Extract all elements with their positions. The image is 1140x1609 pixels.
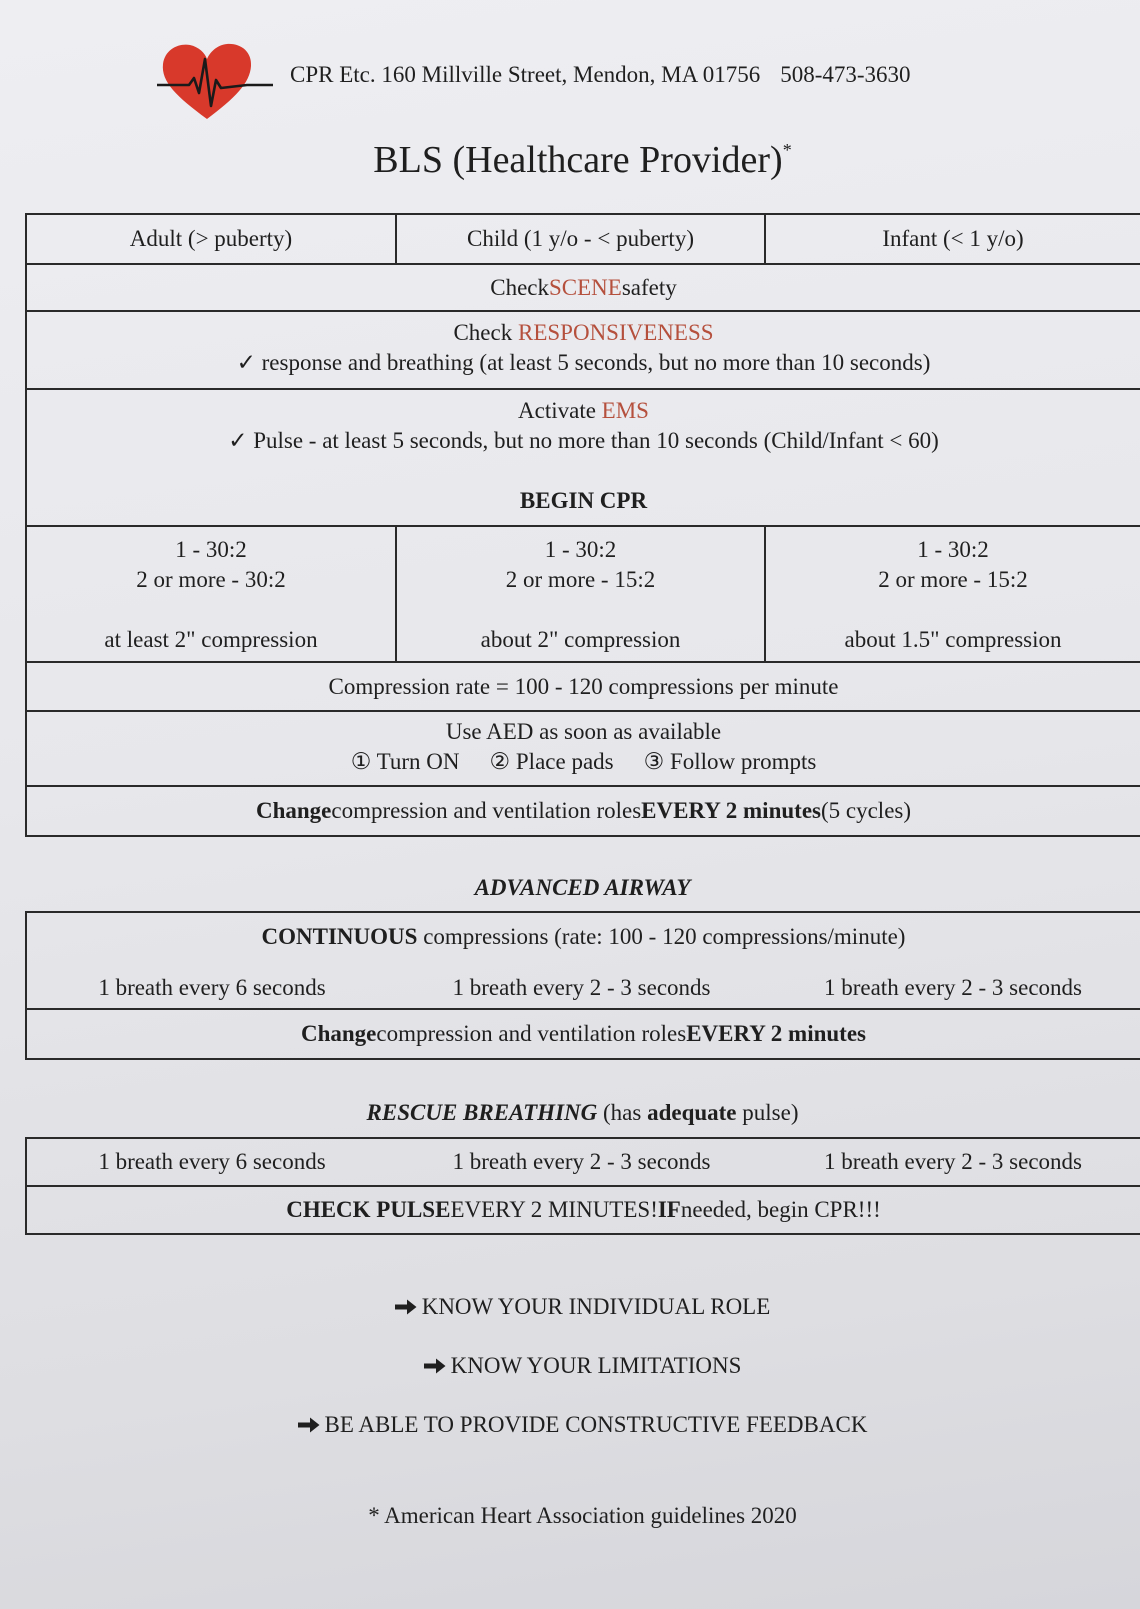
- rescue-breaths-row: [27, 1139, 1140, 1185]
- responsiveness-pre: Check: [453, 320, 518, 345]
- reminder-item: [25, 1410, 1140, 1440]
- footnote: * American Heart Association guidelines 2020: [368, 1503, 797, 1528]
- ratio-multiple-rescuers: 2 or more - 30:2: [136, 567, 286, 592]
- column-header-adult: Adult (> puberty): [27, 215, 397, 263]
- roles-bold-1: Change: [300, 1021, 377, 1046]
- compression-depth: about 2" compression: [480, 627, 681, 652]
- breath-rate-infant: 1 breath every 2 - 3 seconds: [823, 975, 1083, 1000]
- aed-row: [27, 710, 1140, 785]
- reminders-list: [25, 1292, 1140, 1469]
- ratio-cell-infant: [766, 527, 1140, 661]
- reminder-item: [25, 1351, 1140, 1381]
- aed-steps: [27, 747, 1140, 777]
- breath-rate-infant: 1 breath every 2 - 3 seconds: [823, 1149, 1083, 1174]
- roles-bold-2: EVERY 2 minutes: [641, 798, 821, 823]
- compression-rate-row: Compression rate = 100 - 120 compressions per minute: [27, 661, 1140, 710]
- header-contact: [290, 60, 911, 90]
- responsiveness-title: [27, 318, 1140, 348]
- breath-rate-adult: 1 breath every 6 seconds: [98, 975, 326, 1000]
- ratio-cell-child: [397, 527, 766, 661]
- responsiveness-row: [27, 310, 1140, 388]
- column-header-child: Child (1 y/o - < puberty): [397, 215, 766, 263]
- scene-keyword: SCENE: [549, 274, 622, 300]
- roles-text-1: compression and ventilation roles: [331, 798, 642, 823]
- aed-step-3: ③ Follow prompts: [643, 749, 817, 774]
- arrow-right-icon: [424, 1358, 446, 1374]
- rescue-breathing-title: RESCUE BREATHING: [366, 1100, 598, 1125]
- roles-text-2: (5 cycles): [820, 798, 912, 823]
- check-text-2: needed, begin CPR!!!: [680, 1197, 881, 1222]
- rescue-heading-text-1: (has: [597, 1100, 648, 1125]
- change-roles-row: [27, 785, 1140, 835]
- aed-title: Use AED as soon as available: [445, 719, 722, 744]
- breath-rate-adult: 1 breath every 6 seconds: [98, 1149, 326, 1174]
- rescue-heading-bold: adequate: [647, 1100, 737, 1125]
- ratio-multiple-rescuers: 2 or more - 15:2: [878, 567, 1028, 592]
- reminder-text: KNOW YOUR LIMITATIONS: [450, 1353, 742, 1378]
- ratio-single-rescuer: 1 - 30:2: [175, 537, 247, 562]
- continuous-compressions-text: [27, 922, 1140, 952]
- bls-table: [25, 213, 1140, 837]
- heart-ekg-icon: [155, 40, 275, 125]
- roles-bold-2: EVERY 2 minutes: [686, 1021, 866, 1046]
- rescue-heading-text-2: pulse): [736, 1100, 799, 1125]
- header-phone: 508-473-3630: [780, 62, 911, 87]
- ems-title: [27, 396, 1140, 426]
- continuous-text: compressions (rate: 100 - 120 compressions/minute): [417, 924, 906, 949]
- roles-text-1: compression and ventilation roles: [376, 1021, 687, 1046]
- title-footnote-mark: *: [782, 140, 792, 160]
- ems-keyword: EMS: [601, 398, 649, 423]
- pulse-check-detail: ✓ Pulse - at least 5 seconds, but no more than 10 seconds (Child/Infant < 60): [228, 428, 939, 453]
- breath-rate-child: 1 breath every 2 - 3 seconds: [452, 975, 711, 1000]
- responsiveness-keyword: RESPONSIVENESS: [517, 320, 714, 345]
- arrow-right-icon: [395, 1299, 417, 1315]
- heart-ekg-graphic: [155, 40, 275, 125]
- page-title: [25, 140, 1140, 180]
- rescue-breathing-table: [25, 1137, 1140, 1235]
- begin-cpr-label: BEGIN CPR: [519, 488, 648, 513]
- check-bold-1: CHECK PULSE: [286, 1197, 451, 1222]
- compression-depth: at least 2" compression: [104, 627, 318, 652]
- header-address: CPR Etc. 160 Millville Street, Mendon, MA 01756: [290, 62, 761, 87]
- age-group-header-row: [27, 215, 1140, 263]
- continuous-compressions-row: [27, 913, 1140, 1008]
- ratio-single-rescuer: 1 - 30:2: [917, 537, 989, 562]
- reminder-item: [25, 1292, 1140, 1322]
- scene-post: safety: [621, 274, 677, 300]
- breath-rate-child: 1 breath every 2 - 3 seconds: [452, 1149, 711, 1174]
- check-text-1: EVERY 2 MINUTES!: [450, 1197, 658, 1222]
- ratio-cell-adult: [27, 527, 397, 661]
- roles-bold-1: Change: [255, 798, 332, 823]
- check-pulse-row: [27, 1185, 1140, 1233]
- ems-row: [27, 388, 1140, 525]
- ems-pre: Activate: [518, 398, 602, 423]
- responsiveness-detail: ✓ response and breathing (at least 5 seconds, but no more than 10 seconds): [236, 350, 931, 375]
- compression-depth: about 1.5" compression: [844, 627, 1062, 652]
- advanced-airway-table: [25, 911, 1140, 1060]
- aed-step-1: ① Turn ON: [350, 749, 460, 774]
- continuous-bold: CONTINUOUS: [261, 924, 418, 949]
- column-header-infant: Infant (< 1 y/o): [882, 226, 1024, 251]
- advanced-airway-breaths: [27, 973, 1140, 1003]
- ratio-single-rescuer: 1 - 30:2: [544, 537, 617, 562]
- arrow-right-icon: [298, 1417, 320, 1433]
- reminder-text: KNOW YOUR INDIVIDUAL ROLE: [421, 1294, 771, 1319]
- advanced-airway-heading: ADVANCED AIRWAY: [474, 875, 691, 900]
- scene-pre: Check: [490, 274, 549, 300]
- aed-step-2: ② Place pads: [489, 749, 614, 774]
- page-title-text: BLS (Healthcare Provider): [373, 139, 783, 181]
- check-bold-2: IF: [657, 1197, 681, 1222]
- rescue-breathing-heading: [25, 1098, 1140, 1128]
- compression-ratio-row: [27, 525, 1140, 661]
- advanced-airway-roles-row: [27, 1008, 1140, 1058]
- scene-safety-row: [27, 263, 1140, 310]
- ratio-multiple-rescuers: 2 or more - 15:2: [505, 567, 656, 592]
- reminder-text: BE ABLE TO PROVIDE CONSTRUCTIVE FEEDBACK: [324, 1412, 868, 1437]
